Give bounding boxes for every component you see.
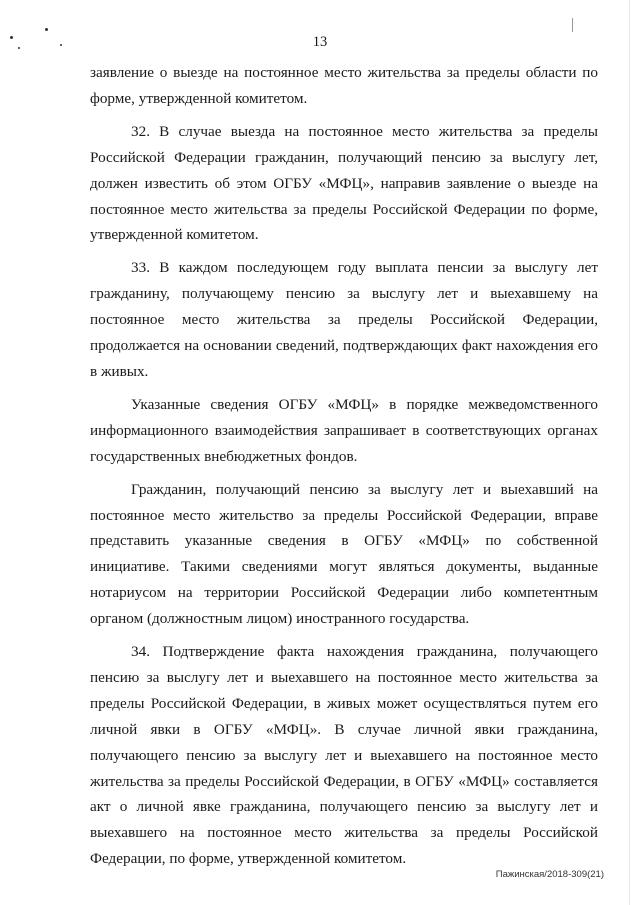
paragraph-34: 34. Подтверждение факта нахождения гражданина, получающего пенсию за выслугу лет и выехавшего на постоянное место жительства за пределы Российской Федерации, в живых может осуществляться путем его личной явки в ОГБУ «МФЦ». В случае личной явки гражданина, получающего пенсию за выслугу лет и выехавшего на постоянное место жительства за пределы Российской Федерации, в ОГБУ «МФЦ» составляется акт о личной явке гражданина, получающего пенсию за выслугу лет и выехавшего на постоянное место жительства за пределы Российской Федерации, по форме, утвержденной комитетом. [90, 643, 598, 868]
page-number: 13 [312, 34, 328, 50]
paragraph-33-own-initiative: Гражданин, получающий пенсию за выслугу лет и выехавший на постоянное место жительство за пределы Российской Федерации, вправе представить указанные сведения в ОГБУ «МФЦ» по собственной инициативе. Такими сведениями могут являться документы, выданные нотариусом на территории Российской Федерации либо компетентным органом (должностным лицом) иностранного государства. [90, 480, 598, 628]
scan-speck [45, 28, 48, 31]
document-body [90, 60, 598, 879]
paragraph-33-info-request: Указанные сведения ОГБУ «МФЦ» в порядке межведомственного информационного взаимодействия запрашивает в соответствующих органах государственных внебюджетных фондов. [90, 395, 598, 465]
paragraph-continuation: заявление о выезде на постоянное место жительства за пределы области по форме, утвержденной комитетом. [90, 64, 598, 107]
scan-edge-mark [629, 0, 630, 905]
paragraph-33: 33. В каждом последующем году выплата пенсии за выслугу лет гражданину, получающему пенсию за выслугу лет и выехавшему на постоянное место жительства за пределы Российской Федерации, продолжается на основании сведений, подтверждающих факт нахождения его в живых. [90, 259, 598, 380]
scan-edge-mark [572, 18, 573, 32]
document-reference-code: Пажинская/2018-309(21) [495, 869, 604, 880]
paragraph-32: 32. В случае выезда на постоянное место жительства за пределы Российской Федерации гражданин, получающий пенсию за выслугу лет, должен известить об этом ОГБУ «МФЦ», направив заявление о выезде на постоянное место жительства за пределы Российской Федерации по форме, утвержденной комитетом. [90, 122, 598, 244]
